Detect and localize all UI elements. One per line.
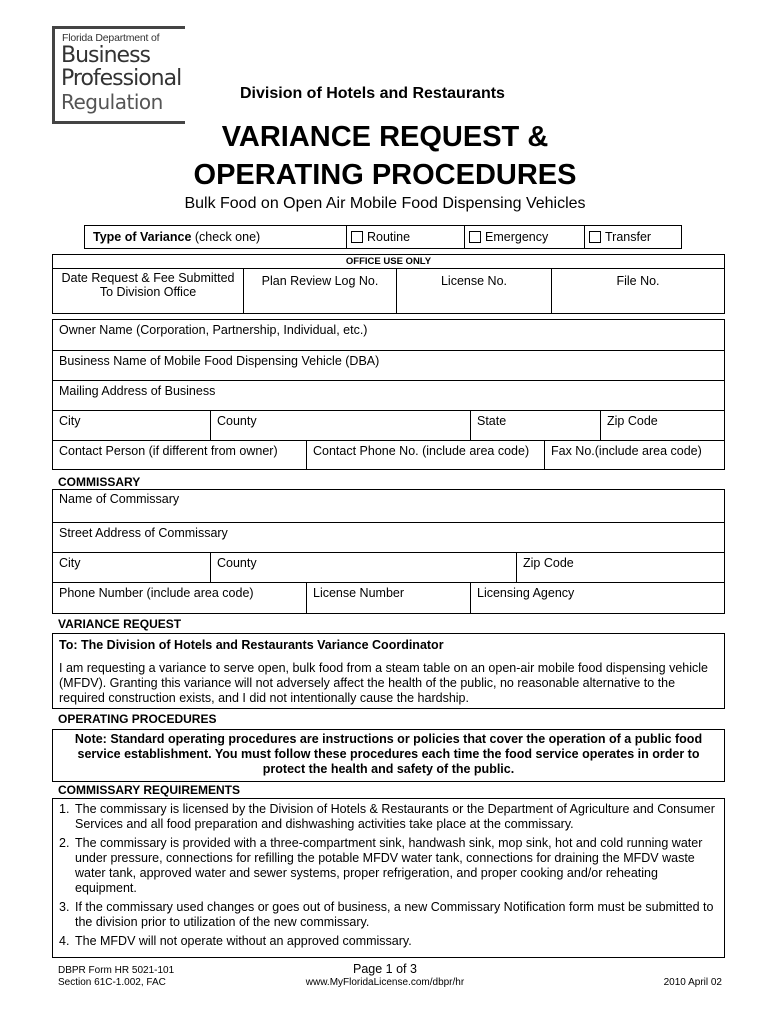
emergency-label: Emergency	[485, 230, 549, 244]
routine-label: Routine	[367, 230, 411, 244]
commissary-zip-label: Zip Code	[523, 556, 574, 570]
variance-type-label-rest: (check one)	[191, 230, 261, 244]
dbpr-logo	[52, 26, 185, 124]
commissary-name-row	[53, 490, 724, 523]
logo-top-rule	[52, 26, 185, 29]
transfer-checkbox[interactable]	[589, 231, 601, 243]
variance-request-heading: VARIANCE REQUEST	[58, 617, 182, 631]
footer-date: 2010 April 02	[663, 977, 722, 988]
requirement-item	[59, 802, 718, 832]
owner-city-field[interactable]	[53, 411, 211, 440]
contact-person-label: Contact Person (if different from owner)	[59, 444, 278, 458]
office-use-row	[53, 269, 724, 313]
contact-phone-label: Contact Phone No. (include area code)	[313, 444, 530, 458]
commissary-requirements-box	[52, 798, 725, 958]
footer-page-number: Page 1 of 3	[353, 962, 417, 976]
variance-type-label-bold: Type of Variance	[93, 230, 192, 244]
commissary-name-field[interactable]	[53, 490, 724, 522]
city-row	[53, 411, 724, 441]
mailing-address-label: Mailing Address of Business	[59, 384, 216, 398]
commissary-box	[52, 489, 725, 614]
logo-line-1: Florida Department of	[62, 32, 160, 44]
commissary-requirements-heading: COMMISSARY REQUIREMENTS	[58, 783, 241, 797]
date-submitted-field[interactable]	[53, 269, 244, 313]
license-no-label: License No.	[440, 274, 507, 288]
requirement-text: The commissary is provided with a three-compartment sink, handwash sink, mop sink, hot and cold running water under pressure, connections for refilling the potable MFDV water tank, connections for draining the MFDV waste water tank, approved water and sewer systems, proper refrigeration, and proper cooking and/or reheating equipment.	[75, 836, 703, 895]
commissary-city-row	[53, 553, 724, 583]
date-submitted-label-2: To Division Office	[99, 285, 197, 299]
plan-review-label: Plan Review Log No.	[261, 274, 379, 288]
commissary-city-field[interactable]	[53, 553, 211, 582]
requirement-text: The MFDV will not operate without an approved commissary.	[75, 934, 412, 948]
variance-request-body: I am requesting a variance to serve open, bulk food from a steam table on an open-air mobile food dispensing vehicle (MFDV). Granting this variance will not adversely affect the health of the public, no reasonable alternative to the required construction exists, and I did not intentionally cause the hardship.	[59, 661, 708, 705]
owner-county-label: County	[217, 414, 257, 428]
footer-form-number: DBPR Form HR 5021-101	[58, 965, 175, 976]
file-no-field[interactable]	[552, 269, 724, 313]
operating-procedures-box	[52, 729, 725, 782]
owner-county-field[interactable]	[211, 411, 471, 440]
footer-url[interactable]: www.MyFloridaLicense.com/dbpr/hr	[305, 977, 465, 988]
commissary-license-label: License Number	[313, 586, 405, 600]
form-subtitle: Bulk Food on Open Air Mobile Food Dispensing Vehicles	[184, 195, 586, 212]
requirement-number: 3.	[59, 900, 70, 914]
owner-zip-label: Zip Code	[607, 414, 658, 428]
office-use-heading: OFFICE USE ONLY	[53, 255, 724, 269]
variance-request-to: To: The Division of Hotels and Restaurants Variance Coordinator	[59, 638, 444, 652]
requirement-item	[59, 836, 718, 896]
requirement-item	[59, 934, 718, 949]
commissary-street-row	[53, 523, 724, 553]
commissary-license-field[interactable]	[307, 583, 471, 613]
logo-line-2: Business	[61, 43, 151, 68]
mailing-row	[53, 381, 724, 411]
commissary-county-label: County	[217, 556, 257, 570]
licensing-agency-field[interactable]	[471, 583, 724, 613]
routine-checkbox[interactable]	[351, 231, 363, 243]
business-name-field[interactable]	[53, 351, 724, 380]
form-title-line-1: VARIANCE REQUEST &	[221, 121, 549, 153]
plan-review-field[interactable]	[244, 269, 397, 313]
requirements-list	[53, 799, 724, 955]
commissary-phone-label: Phone Number (include area code)	[59, 586, 254, 600]
option-routine[interactable]	[347, 226, 465, 248]
business-name-label: Business Name of Mobile Food Dispensing Vehicle (DBA)	[59, 354, 380, 368]
option-transfer[interactable]	[585, 226, 681, 248]
commissary-phone-field[interactable]	[53, 583, 307, 613]
logo-line-4: Regulation	[61, 90, 163, 114]
commissary-heading: COMMISSARY	[58, 475, 141, 489]
operating-procedures-note: Note: Standard operating procedures are instructions or policies that cover the operation of a public food service establishment. You must follow these procedures each time the food service operates in order to protect the health and safety of the public.	[74, 732, 703, 776]
fax-field[interactable]	[545, 441, 724, 469]
variance-request-box	[52, 633, 725, 709]
contact-phone-field[interactable]	[307, 441, 545, 469]
logo-left-rule	[52, 26, 58, 124]
option-emergency[interactable]	[465, 226, 585, 248]
division-name: Division of Hotels and Restaurants	[240, 85, 505, 102]
footer-section: Section 61C-1.002, FAC	[58, 977, 166, 988]
variance-type-row	[84, 225, 682, 249]
contact-person-field[interactable]	[53, 441, 307, 469]
form-title-line-2: OPERATING PROCEDURES	[193, 159, 577, 191]
requirement-number: 2.	[59, 836, 70, 850]
owner-name-row	[53, 320, 724, 351]
commissary-name-label: Name of Commissary	[59, 492, 180, 506]
licensing-agency-label: Licensing Agency	[477, 586, 575, 600]
emergency-checkbox[interactable]	[469, 231, 481, 243]
date-submitted-label-1: Date Request & Fee Submitted	[61, 271, 235, 285]
commissary-street-field[interactable]	[53, 523, 724, 552]
commissary-zip-field[interactable]	[517, 553, 724, 582]
business-name-row	[53, 351, 724, 381]
footer-center	[0, 962, 770, 988]
commissary-license-row	[53, 583, 724, 613]
fax-label: Fax No.(include area code)	[551, 444, 702, 458]
requirement-text: The commissary is licensed by the Division of Hotels & Restaurants or the Department of Agriculture and Consumer Services and all food preparation and dishwashing activities take place at the commissary.	[75, 802, 715, 831]
owner-info-box	[52, 319, 725, 470]
owner-state-label: State	[477, 414, 507, 428]
operating-procedures-heading: OPERATING PROCEDURES	[58, 712, 217, 726]
mailing-address-field[interactable]	[53, 381, 724, 410]
logo-line-3: Professional	[61, 66, 182, 91]
commissary-street-label: Street Address of Commissary	[59, 526, 228, 540]
requirement-number: 1.	[59, 802, 70, 816]
owner-zip-field[interactable]	[601, 411, 724, 440]
owner-city-label: City	[59, 414, 81, 428]
variance-type-label	[85, 226, 347, 248]
office-use-box	[52, 254, 725, 314]
transfer-label: Transfer	[605, 230, 652, 244]
requirement-item	[59, 900, 718, 930]
owner-name-label: Owner Name (Corporation, Partnership, Individual, etc.)	[59, 323, 368, 337]
requirement-number: 4.	[59, 934, 70, 948]
requirement-text: If the commissary used changes or goes out of business, a new Commissary Notification form must be submitted to the division prior to utilization of the new commissary.	[75, 900, 714, 929]
contact-row	[53, 441, 724, 469]
owner-name-field[interactable]	[53, 320, 724, 350]
commissary-county-field[interactable]	[211, 553, 517, 582]
license-no-field[interactable]	[397, 269, 552, 313]
owner-state-field[interactable]	[471, 411, 601, 440]
commissary-city-label: City	[59, 556, 81, 570]
file-no-label: File No.	[616, 274, 660, 288]
